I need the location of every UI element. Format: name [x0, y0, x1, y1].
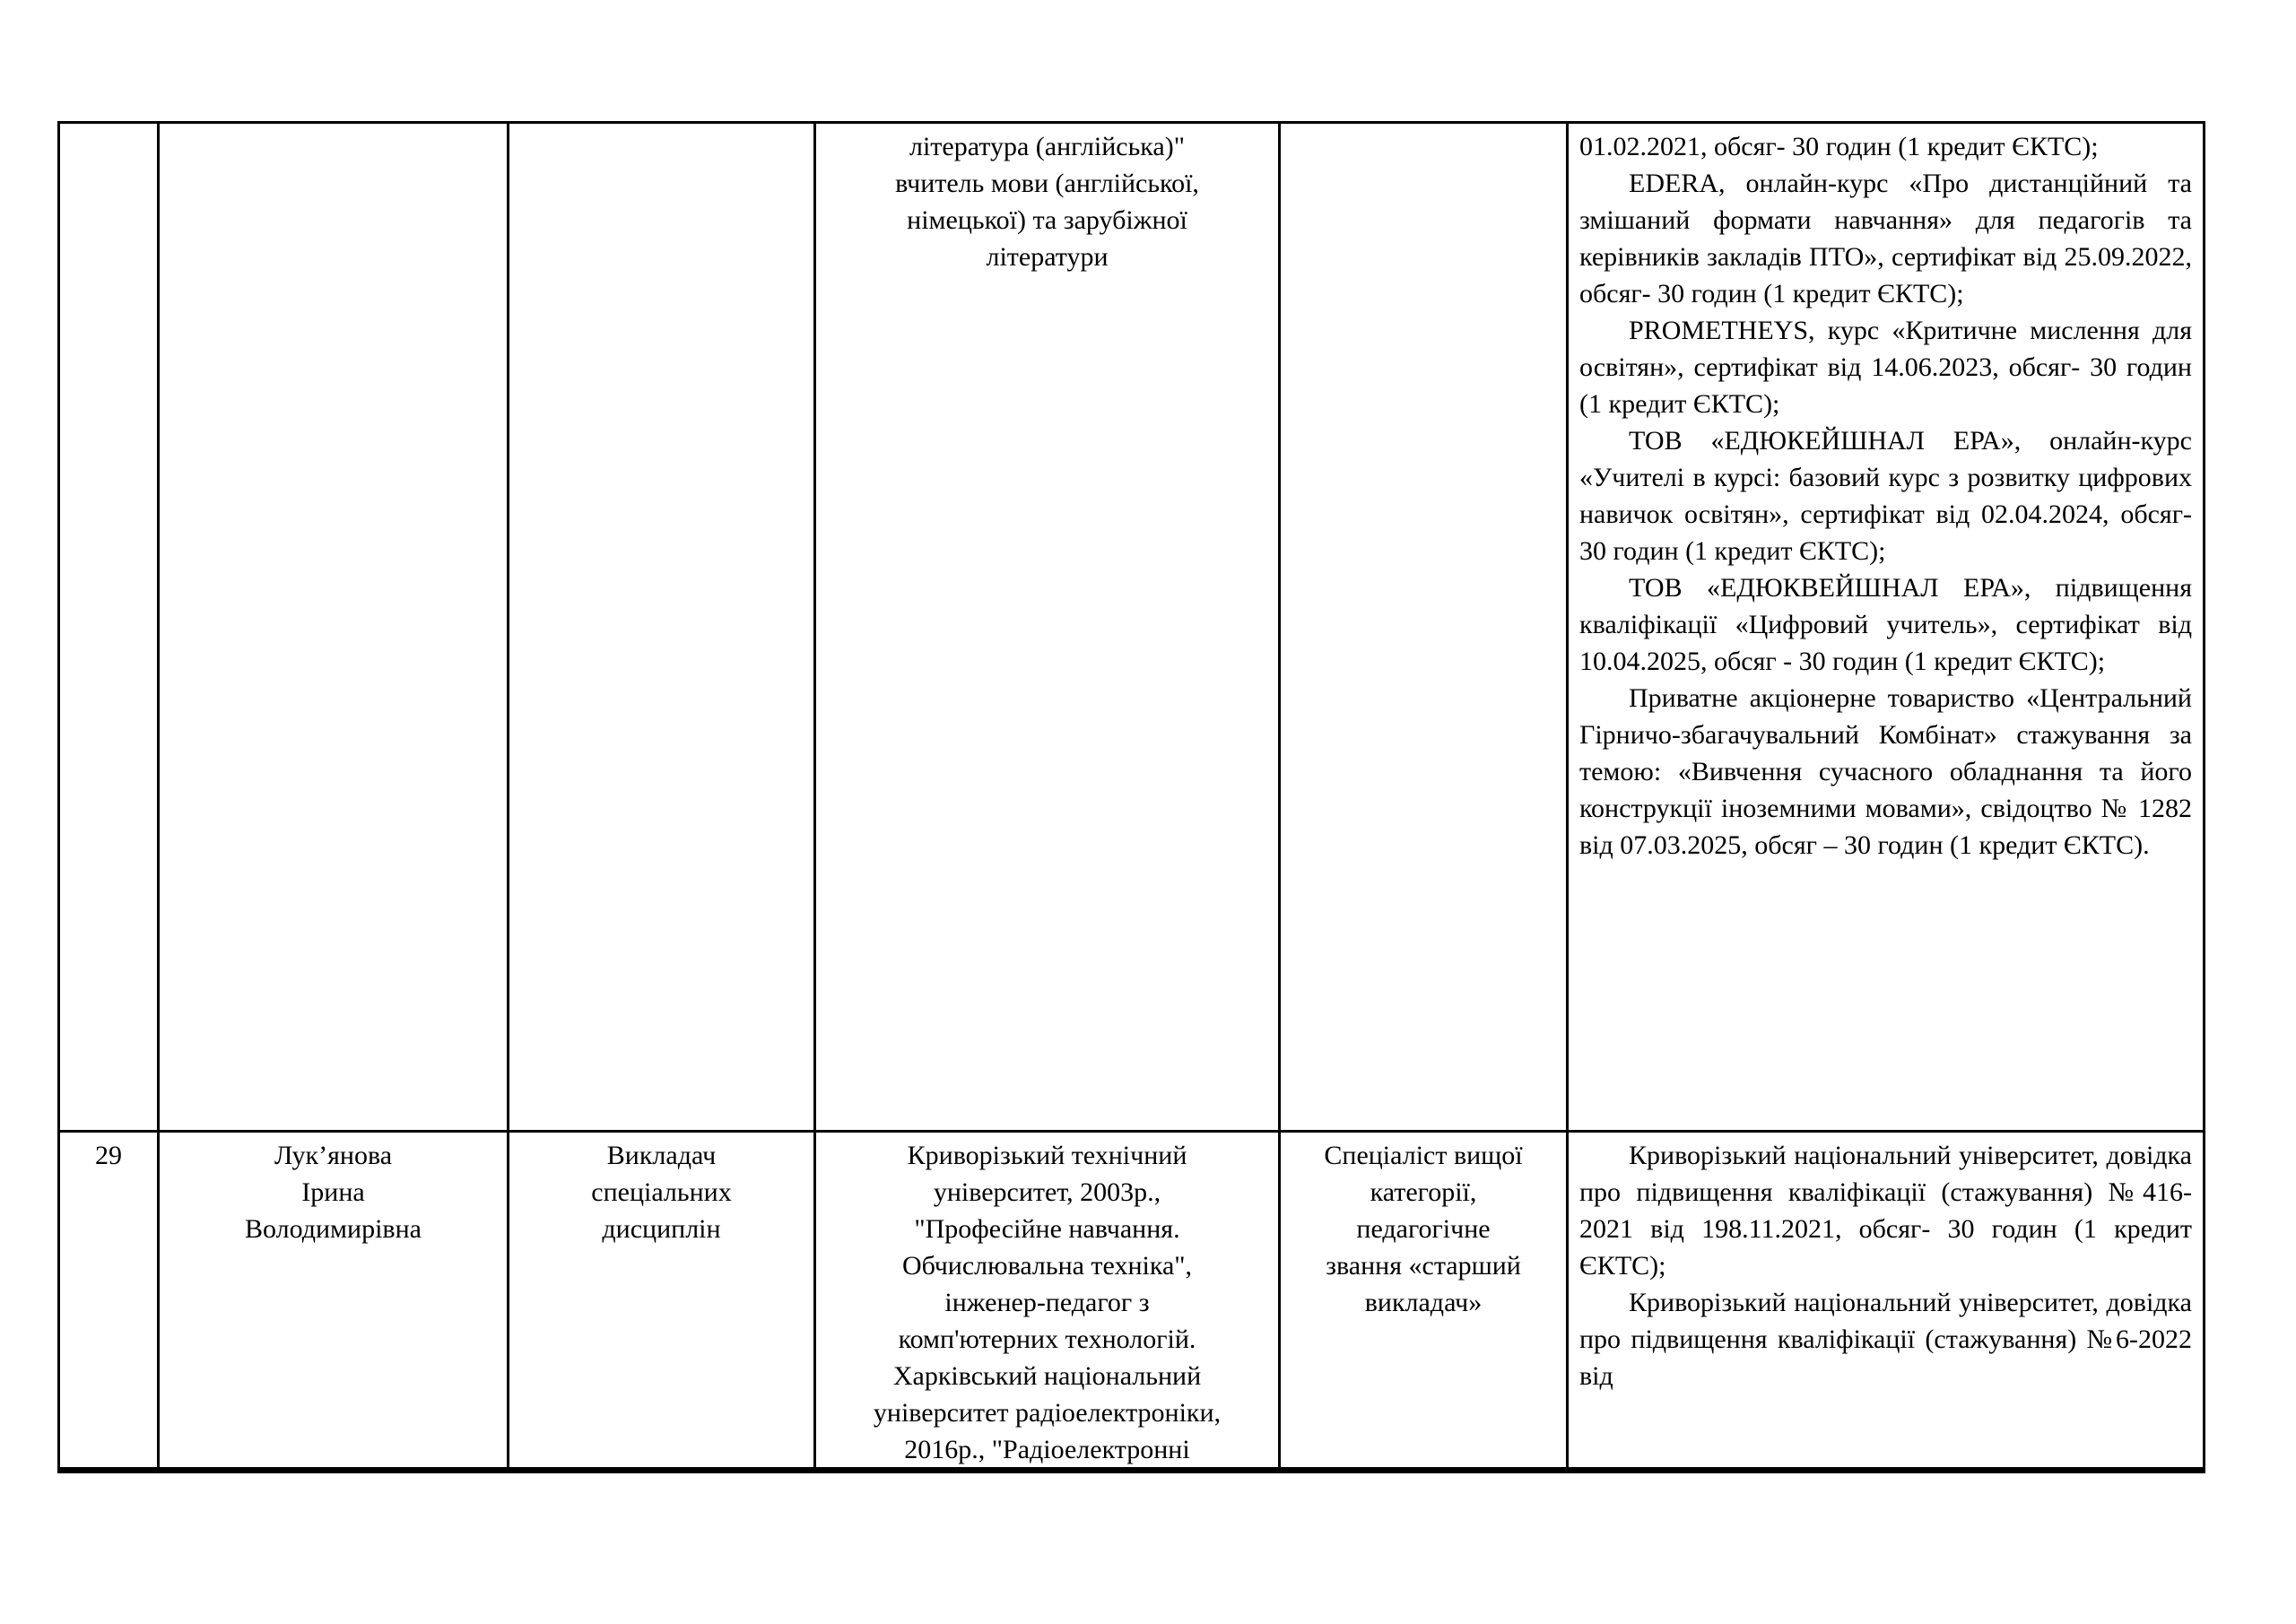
- cell-number-29: 29: [95, 1141, 122, 1170]
- qualification-table: [57, 121, 2205, 1473]
- table-row-29: [60, 1133, 2203, 1467]
- cell-qualification-cont: 01.02.2021, обсяг- 30 годин (1 кредит ЄКТС); EDERA, онлайн-курс «Про дистанційний та змішаний формати навчання» для педагогів та керівників закладів ПТО», сертифікат від 25.09.2022, обсяг- 30 годин (1 кредит ЄКТС); PROMETHEYS, курс «Критичне мислення для освітян», сертифікат від 14.06.2023, обсяг- 30 годин (1 кредит ЄКТС); ТОВ «ЕДЮКЕЙШНАЛ ЕРА», онлайн-курс «Учителі в курсі: базовий курс з розвитку цифрових навичок освітян», сертифікат від 02.04.2024, обсяг- 30 годин (1 кредит ЄКТС); ТОВ «ЕДЮКВЕЙШНАЛ ЕРА», підвищення кваліфікації «Цифровий учитель», сертифікат від 10.04.2025, обсяг - 30 годин (1 кредит ЄКТС); Приватне акціонерне товариство «Центральний Гірничо-збагачувальний Комбінат» стажування за темою: «Вивчення сучасного обладнання та його конструкції іноземними мовами», свідоцтво № 1282 від 07.03.2025, обсяг – 30 годин (1 кредит ЄКТС).: [1566, 124, 2203, 1130]
- cell-education-29: Криворізький технічний університет, 2003р., "Професійне навчання. Обчислювальна техніка", інженер-педагог з комп'ютерних технологій. Харківський національний університет радіоелектроніки, 2016р., "Радіоелектронні: [813, 1133, 1278, 1467]
- cell-category-cont: [1278, 124, 1566, 1130]
- cell-qualification-29: Криворізький національний університет, довідка про підвищення кваліфікації (стажування) №416-2021 від 198.11.2021, обсяг- 30 годин (1 кредит ЄКТС); Криворізький національний університет, довідка про підвищення кваліфікації (стажування) №6-2022 від: [1566, 1133, 2203, 1467]
- cell-education-cont: література (англійська)" вчитель мови (англійської, німецької) та зарубіжної літератури: [813, 124, 1278, 1130]
- cell-name-29: Лук’янова Ірина Володимирівна: [157, 1133, 507, 1467]
- cell-number-cont: [60, 124, 157, 1130]
- cell-name-cont: [157, 124, 507, 1130]
- cell-category-29: Спеціаліст вищої категорії, педагогічне звання «старший викладач»: [1278, 1133, 1566, 1467]
- cell-position-cont: [507, 124, 813, 1130]
- table-row-continuation: [60, 124, 2203, 1133]
- cell-position-29: Викладач спеціальних дисциплін: [507, 1133, 813, 1467]
